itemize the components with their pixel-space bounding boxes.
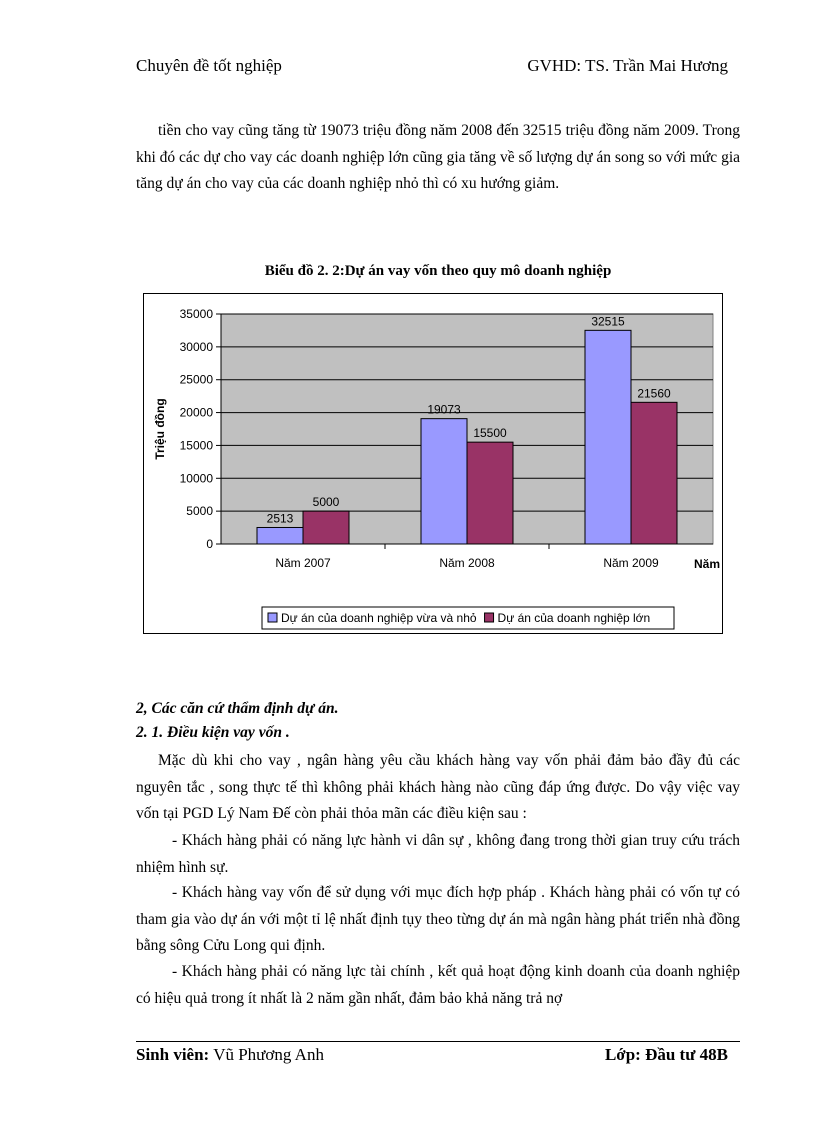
bar-chart: [144, 294, 722, 633]
bar: [257, 527, 303, 544]
data-label: 2513: [266, 511, 294, 526]
legend-label: Dự án của doanh nghiệp lớn: [497, 611, 651, 625]
footer-class-label: Lớp:: [604, 1045, 641, 1064]
chart-caption: Biểu đồ 2. 2:Dự án vay vốn theo quy mô doanh nghiệp: [264, 263, 612, 279]
x-tick-label: Năm 2007: [275, 556, 331, 570]
x-tick-label: Năm 2008: [439, 556, 495, 570]
bar: [585, 330, 631, 544]
intro-paragraph: tiền cho vay cũng tăng từ 19073 triệu đồng năm 2008 đến 32515 triệu đồng năm 2009. Trong khi đó các dự cho vay các doanh nghiệp lớn cũng gia tăng về số lượng dự án song so với mức gia tăng dự án cho vay của các doanh nghiệp nhỏ thì có xu hướng giảm.: [136, 122, 741, 192]
page-header: [136, 56, 728, 76]
y-tick-label: 25000: [179, 372, 213, 387]
paragraph-condition-2: - Khách hàng vay vốn để sử dụng với mục đích hợp pháp . Khách hàng phải có vốn tự có tham gia vào dự án với một tỉ lệ nhất định tụy theo từng dự án mà ngân hàng phát triển nhà đồng bằng sông Cửu Long qui định.: [136, 884, 740, 954]
y-tick-label: 0: [206, 537, 213, 551]
y-tick-label: 20000: [179, 405, 213, 420]
subsection-heading: 2. 1. Điều kiện vay vốn .: [136, 724, 290, 741]
data-label: 21560: [637, 386, 671, 401]
paragraph-condition-3: - Khách hàng phải có năng lực tài chính , kết quả hoạt động kinh doanh của doanh nghiệp có hiệu quả trong ít nhất là 2 năm gần nhất, đảm bảo khả năng trả nợ: [136, 963, 740, 1007]
footer-class: [605, 1045, 728, 1065]
footer-student: [136, 1045, 324, 1065]
bar: [303, 511, 349, 544]
paragraph-condition-1: - Khách hàng phải có năng lực hành vi dân sự , không đang trong thời gian truy cứu trách nhiệm hình sự.: [136, 832, 740, 876]
header-right-advisor: GVHD: TS. Trần Mai Hương: [527, 56, 728, 75]
header-left-title: Chuyên đề tốt nghiệp: [136, 56, 282, 75]
bar: [467, 442, 513, 544]
legend-label: Dự án của doanh nghiệp vừa và nhỏ: [281, 611, 477, 625]
chart-container: [143, 293, 723, 634]
data-label: 32515: [591, 314, 625, 329]
paragraph-conditions-intro: Mặc dù khi cho vay , ngân hàng yêu cầu khách hàng vay vốn phải đảm bảo đầy đủ các nguyên tắc , song thực tế thì không phải khách hàng nào cũng đáp ứng được. Do vậy việc vay vốn tại PGD Lý Nam Đế còn phải thỏa mãn các điều kiện sau :: [136, 752, 740, 822]
bar: [631, 402, 677, 544]
footer-divider: [136, 1041, 740, 1042]
data-label: 19073: [427, 402, 461, 417]
footer-student-name: Vũ Phương Anh: [213, 1045, 324, 1064]
y-tick-label: 5000: [186, 504, 213, 519]
section-heading: 2, Các căn cứ thẩm định dự án.: [136, 700, 339, 717]
data-label: 15500: [473, 426, 507, 441]
footer-student-label: Sinh viên:: [136, 1045, 210, 1064]
page-footer: [136, 1045, 728, 1065]
x-axis-label: Năm: [693, 557, 720, 571]
y-tick-label: 30000: [179, 339, 213, 354]
y-tick-label: 35000: [179, 307, 213, 321]
legend-swatch: [485, 613, 494, 622]
data-label: 5000: [312, 495, 340, 510]
y-tick-label: 15000: [179, 438, 213, 453]
footer-class-name: Đầu tư 48B: [645, 1045, 728, 1064]
legend-swatch: [268, 613, 277, 622]
bar: [421, 419, 467, 544]
y-axis-label: Triệu đồng: [153, 398, 167, 460]
x-tick-label: Năm 2009: [603, 556, 659, 570]
y-tick-label: 10000: [179, 471, 213, 486]
